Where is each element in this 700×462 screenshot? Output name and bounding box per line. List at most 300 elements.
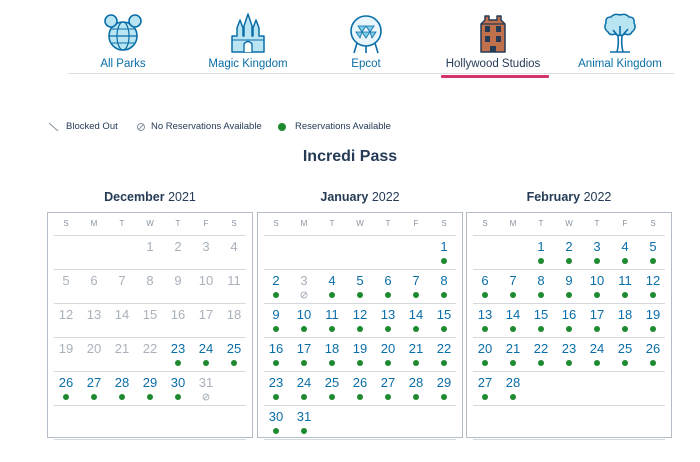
weekday-label: S [482,219,488,228]
park-tab-magic-kingdom[interactable] [183,8,313,78]
available-dot-icon [482,326,488,332]
day-available[interactable] [164,339,192,371]
weekday-label: T [385,219,391,228]
tree-of-life-icon [600,12,640,54]
day-number: 6 [384,273,392,288]
day-number: 11 [618,273,632,288]
available-dot-icon [329,292,335,298]
week-divider [473,235,665,236]
day-available[interactable] [346,339,374,371]
day-available[interactable] [583,339,611,371]
day-available[interactable] [402,373,430,405]
no-reservations-icon [136,120,148,134]
day-past [136,305,164,337]
day-available[interactable] [136,373,164,405]
day-available[interactable] [374,339,402,371]
weekday-label: S [273,219,279,228]
day-number: 18 [324,341,340,356]
available-dot-icon [301,326,307,332]
weekday-label: T [329,219,335,228]
available-dot-icon [413,326,419,332]
available-dot-icon [650,258,656,264]
weekday-label: S [63,219,69,228]
available-dot-icon [622,360,628,366]
day-past [52,305,80,337]
available-dot-icon [203,360,209,366]
day-available[interactable] [346,373,374,405]
day-number: 18 [226,307,242,322]
month-heading [257,190,463,212]
week-divider [264,439,456,440]
day-number: 1 [440,239,448,254]
day-number: 26 [352,375,368,390]
legend-label: Blocked Out [66,121,118,132]
available-dot-icon [510,326,516,332]
available-dot-icon [357,326,363,332]
day-available[interactable] [527,305,555,337]
day-number: 26 [58,375,74,390]
day-available[interactable] [639,237,667,269]
calendar-grid [257,212,463,438]
day-available[interactable] [346,305,374,337]
reservations-available-dot-icon [277,120,289,134]
day-available[interactable] [374,373,402,405]
available-dot-icon [594,326,600,332]
week-divider [54,235,246,236]
weekday-label: M [300,219,308,228]
day-available[interactable] [499,373,527,405]
available-dot-icon [413,292,419,298]
day-no-reservations [290,271,318,303]
day-available[interactable] [318,373,346,405]
weekday-label: T [594,219,600,228]
day-number: 14 [505,307,521,322]
day-available[interactable] [262,271,290,303]
available-dot-icon [510,394,516,400]
day-number: 17 [296,341,312,356]
day-available[interactable] [583,271,611,303]
day-number: 8 [440,273,448,288]
day-available[interactable] [108,373,136,405]
day-number: 12 [645,273,661,288]
day-number: 24 [198,341,214,356]
available-dot-icon [594,292,600,298]
day-number: 17 [589,307,605,322]
day-number: 25 [226,341,242,356]
day-number: 4 [328,273,336,288]
spaceship-earth-icon [346,12,386,54]
day-number: 13 [380,307,396,322]
available-dot-icon [594,258,600,264]
weekday-label: T [538,219,544,228]
mickey-globe-icon [103,12,143,54]
week-divider [264,337,456,338]
available-dot-icon [441,292,447,298]
day-available[interactable] [639,339,667,371]
available-dot-icon [566,292,572,298]
day-number: 10 [198,273,214,288]
day-available[interactable] [471,305,499,337]
weekday-label: S [441,219,447,228]
month-year: 2022 [583,190,612,204]
calendar-grid [47,212,253,438]
day-number: 10 [589,273,605,288]
day-number: 4 [621,239,629,254]
day-available[interactable] [583,305,611,337]
day-available[interactable] [318,339,346,371]
day-number: 28 [505,375,521,390]
day-available[interactable] [527,339,555,371]
day-number: 19 [352,341,368,356]
day-available[interactable] [471,339,499,371]
available-dot-icon [119,394,125,400]
day-available[interactable] [611,339,639,371]
available-dot-icon [301,428,307,434]
day-past [220,271,248,303]
available-dot-icon [510,360,516,366]
day-number: 6 [90,273,98,288]
available-dot-icon [413,360,419,366]
day-available[interactable] [290,407,318,439]
day-number: 21 [408,341,424,356]
day-available[interactable] [402,339,430,371]
legend-label: No Reservations Available [151,121,262,132]
day-available[interactable] [555,237,583,269]
calendar-grid [466,212,672,438]
day-available[interactable] [80,373,108,405]
day-number: 22 [142,341,158,356]
day-number: 24 [589,341,605,356]
available-dot-icon [538,258,544,264]
day-number: 7 [118,273,126,288]
day-available[interactable] [318,271,346,303]
available-dot-icon [357,360,363,366]
day-available[interactable] [499,305,527,337]
day-number: 29 [436,375,452,390]
day-number: 31 [198,375,214,390]
day-number: 28 [114,375,130,390]
week-divider [54,371,246,372]
day-available[interactable] [583,237,611,269]
day-number: 27 [477,375,493,390]
available-dot-icon [273,394,279,400]
month-year: 2021 [168,190,196,204]
day-available[interactable] [402,305,430,337]
calendar-month [257,190,463,424]
park-label: Hollywood Studios [445,58,541,70]
day-available[interactable] [527,271,555,303]
available-dot-icon [329,360,335,366]
available-dot-icon [385,394,391,400]
day-number: 11 [227,273,241,288]
available-dot-icon [622,258,628,264]
weekday-label: F [413,219,419,228]
day-past [136,271,164,303]
day-available[interactable] [555,339,583,371]
day-number: 22 [533,341,549,356]
day-past [192,305,220,337]
day-number: 2 [272,273,280,288]
pass-title: Incredi Pass [302,148,398,165]
weekday-label: T [175,219,181,228]
day-available[interactable] [346,271,374,303]
day-number: 13 [477,307,493,322]
calendar-month [47,190,253,390]
day-past [220,237,248,269]
park-tab-hollywood-studios[interactable] [428,8,558,78]
available-dot-icon [566,326,572,332]
day-number: 18 [617,307,633,322]
day-available[interactable] [318,305,346,337]
no-reservations-icon [300,291,308,299]
available-dot-icon [175,394,181,400]
week-divider [264,303,456,304]
day-available[interactable] [611,305,639,337]
available-dot-icon [273,360,279,366]
available-dot-icon [147,394,153,400]
day-number: 6 [481,273,489,288]
day-number: 22 [436,341,452,356]
day-available[interactable] [262,407,290,439]
day-available[interactable] [164,373,192,405]
day-number: 10 [296,307,312,322]
day-available[interactable] [430,237,458,269]
day-available[interactable] [471,373,499,405]
available-dot-icon [538,292,544,298]
day-number: 26 [645,341,661,356]
available-dot-icon [482,360,488,366]
weekday-label: W [146,219,154,228]
day-available[interactable] [262,373,290,405]
day-available[interactable] [262,305,290,337]
day-past [136,237,164,269]
day-available[interactable] [499,271,527,303]
park-label: Animal Kingdom [578,58,662,70]
available-dot-icon [482,292,488,298]
day-past [80,305,108,337]
day-number: 9 [565,273,573,288]
available-dot-icon [566,258,572,264]
day-number: 13 [86,307,102,322]
day-number: 20 [380,341,396,356]
day-number: 21 [114,341,130,356]
day-no-reservations [192,373,220,405]
tower-of-terror-icon [473,12,513,54]
day-past [108,305,136,337]
day-available[interactable] [290,373,318,405]
legend-label: Reservations Available [295,121,391,132]
day-number: 1 [537,239,545,254]
weekday-label: W [356,219,364,228]
available-dot-icon [510,292,516,298]
day-number: 23 [561,341,577,356]
tabs-divider [68,73,674,74]
month-year: 2022 [371,190,400,204]
week-divider [473,269,665,270]
week-divider [473,303,665,304]
day-number: 15 [142,307,158,322]
day-past [108,339,136,371]
available-dot-icon [482,394,488,400]
day-number: 19 [58,341,74,356]
park-tabs [68,8,674,78]
day-past [192,237,220,269]
week-divider [473,439,665,440]
day-past [220,305,248,337]
day-available[interactable] [471,271,499,303]
available-dot-icon [650,360,656,366]
day-available[interactable] [527,237,555,269]
week-divider [264,235,456,236]
day-available[interactable] [430,339,458,371]
day-number: 15 [436,307,452,322]
park-label: All Parks [100,58,146,70]
available-dot-icon [301,394,307,400]
day-number: 7 [412,273,420,288]
day-past [108,271,136,303]
available-dot-icon [385,326,391,332]
available-dot-icon [650,292,656,298]
day-number: 23 [170,341,186,356]
month-heading [466,190,672,212]
day-number: 16 [268,341,284,356]
park-tab-epcot[interactable] [301,8,431,78]
weekday-label: M [90,219,98,228]
day-number: 1 [146,239,154,254]
weekday-label: F [203,219,209,228]
day-available[interactable] [402,271,430,303]
day-number: 15 [533,307,549,322]
day-number: 29 [142,375,158,390]
day-available[interactable] [262,339,290,371]
day-number: 12 [352,307,368,322]
day-number: 8 [537,273,545,288]
day-number: 28 [408,375,424,390]
day-number: 25 [617,341,633,356]
day-number: 20 [86,341,102,356]
available-dot-icon [538,360,544,366]
available-dot-icon [622,292,628,298]
available-dot-icon [91,394,97,400]
day-number: 14 [114,307,130,322]
available-dot-icon [441,394,447,400]
available-dot-icon [650,326,656,332]
active-tab-underline [441,75,549,78]
day-past [164,237,192,269]
week-divider [264,371,456,372]
available-dot-icon [301,360,307,366]
day-number: 24 [296,375,312,390]
day-number: 5 [649,239,657,254]
weekday-label: W [565,219,573,228]
available-dot-icon [622,326,628,332]
day-number: 17 [198,307,214,322]
day-number: 27 [86,375,102,390]
day-number: 2 [174,239,182,254]
week-divider [473,405,665,406]
available-dot-icon [538,326,544,332]
day-number: 3 [300,273,308,288]
day-number: 9 [174,273,182,288]
day-available[interactable] [52,373,80,405]
available-dot-icon [413,394,419,400]
day-past [80,271,108,303]
available-dot-icon [357,394,363,400]
park-tab-animal-kingdom[interactable] [555,8,685,78]
day-available[interactable] [555,305,583,337]
blocked-out-slash-icon [48,120,60,134]
month-name: January [320,190,369,204]
day-number: 2 [565,239,573,254]
available-dot-icon [441,258,447,264]
available-dot-icon [175,360,181,366]
day-available[interactable] [555,271,583,303]
day-available[interactable] [220,339,248,371]
day-number: 8 [146,273,154,288]
day-past [136,339,164,371]
day-available[interactable] [374,305,402,337]
weekday-header [467,219,671,231]
day-number: 5 [62,273,70,288]
available-dot-icon [385,292,391,298]
day-past [164,305,192,337]
day-available[interactable] [639,305,667,337]
day-number: 19 [645,307,661,322]
week-divider [473,337,665,338]
available-dot-icon [231,360,237,366]
week-divider [264,269,456,270]
day-available[interactable] [192,339,220,371]
day-available[interactable] [611,271,639,303]
weekday-label: S [231,219,237,228]
day-number: 5 [356,273,364,288]
day-available[interactable] [611,237,639,269]
day-number: 11 [325,307,339,322]
week-divider [473,371,665,372]
day-available[interactable] [430,373,458,405]
day-number: 9 [272,307,280,322]
day-available[interactable] [374,271,402,303]
week-divider [54,405,246,406]
day-available[interactable] [290,339,318,371]
day-number: 7 [509,273,517,288]
available-dot-icon [329,394,335,400]
day-number: 30 [170,375,186,390]
weekday-label: F [622,219,628,228]
week-divider [54,337,246,338]
available-dot-icon [594,360,600,366]
month-name: February [526,190,581,204]
month-heading [47,190,253,212]
available-dot-icon [273,292,279,298]
day-number: 20 [477,341,493,356]
castle-icon [228,12,268,54]
week-divider [54,439,246,440]
day-past [52,271,80,303]
week-divider [54,303,246,304]
park-tab-all-parks[interactable] [58,8,188,78]
day-available[interactable] [430,305,458,337]
day-available[interactable] [430,271,458,303]
day-available[interactable] [639,271,667,303]
day-available[interactable] [499,339,527,371]
day-number: 31 [296,409,312,424]
week-divider [264,405,456,406]
day-available[interactable] [290,305,318,337]
no-reservations-icon [202,393,210,401]
day-number: 27 [380,375,396,390]
day-number: 4 [230,239,238,254]
